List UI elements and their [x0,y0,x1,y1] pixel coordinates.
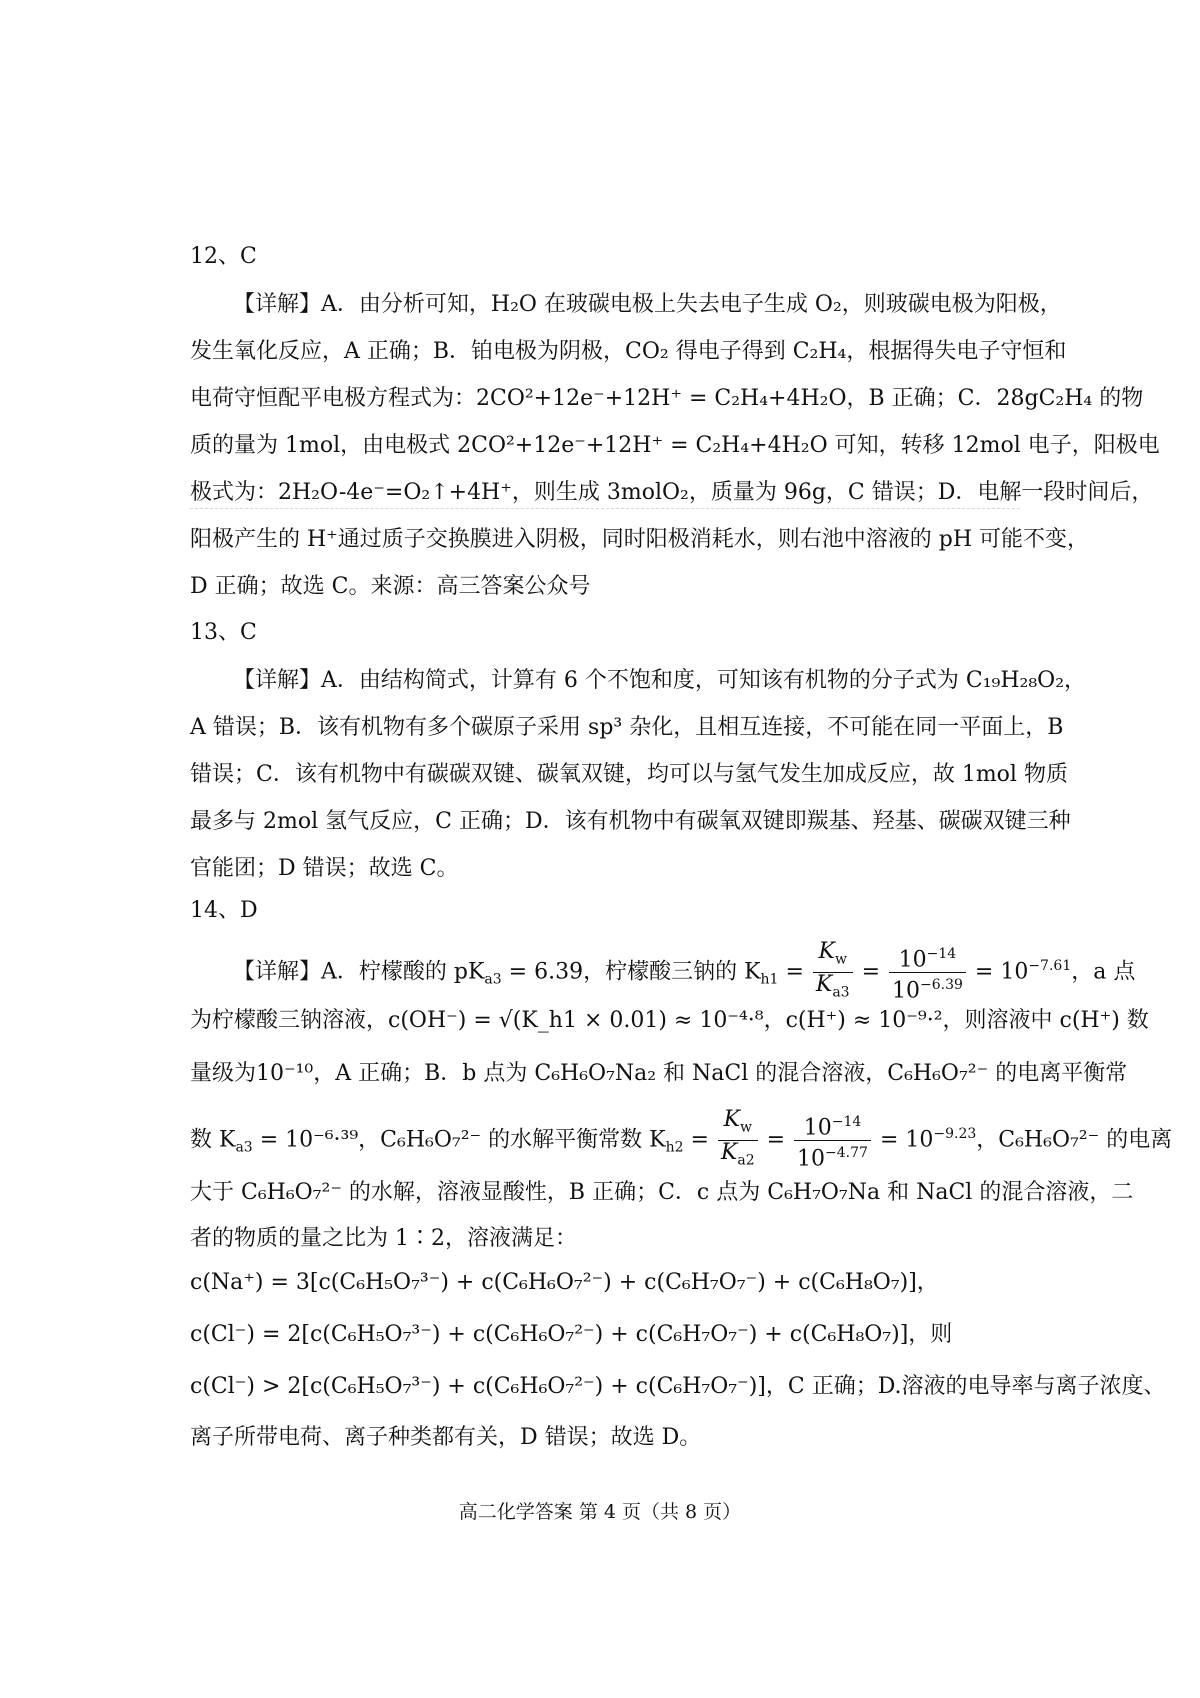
frac-den-exp: −6.39 [920,976,963,993]
q12-line-1: 【详解】A．由分析可知，H₂O 在玻碳电极上失去电子生成 O₂，则玻碳电极为阳极， [233,292,1062,317]
q14-l4-res-exp: −9.23 [933,1126,977,1142]
q14-l1-frac-powers [889,942,966,1004]
q14-l4-res: = 10 [872,1127,934,1153]
frac-den-k: K [815,971,833,997]
frac-num-exp: −14 [926,945,957,962]
frac-den-exp: −4.77 [825,1144,868,1161]
frac-num-exp: −14 [831,1113,862,1130]
q14-l4-frac-kw-ka2 [718,1108,758,1172]
q13-line-2: A 错误；B．该有机物有多个碳原子采用 sp³ 杂化，且相互连接，不可能在同一平面上，B [190,715,1064,740]
frac-num-k: K [818,939,835,965]
q14-l4-post: ，C₆H₆O₇²⁻ 的电离 [976,1127,1173,1153]
q14-l4-eq: = [683,1127,716,1153]
q14-l1-mid: = 6.39，柠檬酸三钠的 K [501,959,761,985]
q14-l4-h2-sub: h2 [665,1139,684,1156]
frac-num-sub: w [740,1119,752,1136]
q14-line-1: 【详解】A．柠檬酸的 $pK_{a3} = 6.39$，柠檬酸三钠的 $K_{h1}$ = $\frac{K_w}{K_{a3}}$ = $\frac{10^{-14}}{10^{-6.39}}$ = $10^{-7.61}$，a 点 [233,939,1136,1004]
q13-line-3: 错误；C．该有机物中有碳碳双键、碳氧双键，均可以与氢气发生加成反应，故 1mol 物质 [190,762,1068,787]
faint-divider [190,508,1020,509]
q12-line-6: 阳极产生的 H⁺通过质子交换膜进入阴极，同时阳极消耗水，则右池中溶液的 pH 可能不变， [190,527,1090,552]
frac-den-base: 10 [797,1146,826,1172]
page-footer: 高二化学答案 第 4 页（共 8 页） [458,1501,742,1523]
q14-l1-pka-sub: a3 [484,971,502,988]
q12-line-7: D 正确；故选 C。来源：高三答案公众号 [190,574,591,599]
frac-den-sub: a3 [832,984,850,1001]
q14-l1-post: ，a 点 [1071,959,1136,985]
q12-line-5: 极式为：2H₂O-4e⁻=O₂↑+4H⁺，则生成 3molO₂，质量为 96g，C 错误；D．电解一段时间后， [190,480,1154,505]
q13-line-5: 官能团；D 错误；故选 C。 [190,856,459,881]
q14-l1-pre: 【详解】A．柠檬酸的 pK [233,959,485,985]
q12-line-4: 质的量为 1mol，由电极式 2CO²+12e⁻+12H⁺ = C₂H₄+4H₂O 可知，转移 12mol 电子，阳极电 [190,433,1160,458]
frac-num-base: 10 [898,946,927,972]
q14-line-2: 为柠檬酸三钠溶液，c(OH⁻) = √(K_h1 × 0.01) ≈ 10⁻⁴·⁸，c(H⁺) ≈ 10⁻⁹·²，则溶液中 c(H⁺) 数 [190,1008,1149,1033]
q14-line-10: 离子所带电荷、离子种类都有关，D 错误；故选 D。 [190,1425,702,1450]
q13-number: 13、C [190,620,257,645]
frac-num-sub: w [834,951,847,968]
q14-l1-res: = 10 [967,959,1029,985]
frac-den-k: K [720,1139,738,1165]
q14-l1-res-exp: −7.61 [1028,958,1072,974]
q12-line-3: 电荷守恒配平电极方程式为：2CO²+12e⁻+12H⁺ = C₂H₄+4H₂O，B 正确；C．28gC₂H₄ 的物 [190,386,1144,411]
q14-line-6: 者的物质的量之比为 1∶2，溶液满足： [190,1226,577,1251]
frac-den-sub: a2 [737,1152,755,1169]
q14-inequality-cl: c(Cl⁻) > 2[c(C₆H₅O₇³⁻) + c(C₆H₆O₇²⁻) + c(C₆H₇O₇⁻)]，C 正确；D.溶液的电导率与离子浓度、 [190,1374,1166,1399]
q12-line-2: 发生氧化反应，A 正确；B．铂电极为阴极，CO₂ 得电子得到 C₂H₄，根据得失电子守恒和 [190,339,1067,364]
q14-l4-frac-powers [794,1110,871,1172]
q14-line-4: 数 $K_{a3} = 10^{-6}\cdot^{39}$，C₆H₆O₇²⁻ 的水解平衡常数 $K_{h2}$ = $\frac{K_w}{K_{a2}}$ = $\frac{10^{-14}}{10^{-4.77}}$ = $10^{-9.23}$，C₆H₆O₇²⁻ 的电离 [190,1107,1173,1172]
frac-den-base: 10 [892,978,920,1004]
q14-l4-mid: = 10⁻⁶·³⁹，C₆H₆O₇²⁻ 的水解平衡常数 K [252,1127,666,1153]
frac-num-base: 10 [803,1114,832,1140]
q14-l1-frac-kw-ka3 [813,940,853,1004]
q12-number: 12、C [190,244,257,269]
q14-number: 14、D [190,898,258,923]
q14-l4-pre: 数 K [190,1127,236,1153]
q14-equation-na: c(Na⁺) = 3[c(C₆H₅O₇³⁻) + c(C₆H₆O₇²⁻) + c(C₆H₇O₇⁻) + c(C₆H₈O₇)]， [190,1270,939,1295]
q14-equation-cl: c(Cl⁻) = 2[c(C₆H₅O₇³⁻) + c(C₆H₆O₇²⁻) + c(C₆H₇O₇⁻) + c(C₆H₈O₇)]，则 [190,1322,953,1347]
q14-l1-eq: = [778,959,811,985]
q14-l1-h1-sub: h1 [760,971,779,988]
q13-line-4: 最多与 2mol 氢气反应，C 正确；D．该有机物中有碳氧双键即羰基、羟基、碳碳双键三种 [190,809,1071,834]
q14-line-5: 大于 C₆H₆O₇²⁻ 的水解，溶液显酸性，B 正确；C．c 点为 C₆H₇O₇Na 和 NaCl 的混合溶液，二 [190,1180,1134,1205]
q14-l4-a3-sub: a3 [235,1139,253,1156]
q14-line-3: 量级为10⁻¹⁰，A 正确；B．b 点为 C₆H₆O₇Na₂ 和 NaCl 的混合溶液，C₆H₆O₇²⁻ 的电离平衡常 [190,1061,1128,1086]
frac-num-k: K [723,1107,740,1133]
q13-line-1: 【详解】A．由结构简式，计算有 6 个不饱和度，可知该有机物的分子式为 C₁₉H₂₈O₂， [233,668,1087,693]
